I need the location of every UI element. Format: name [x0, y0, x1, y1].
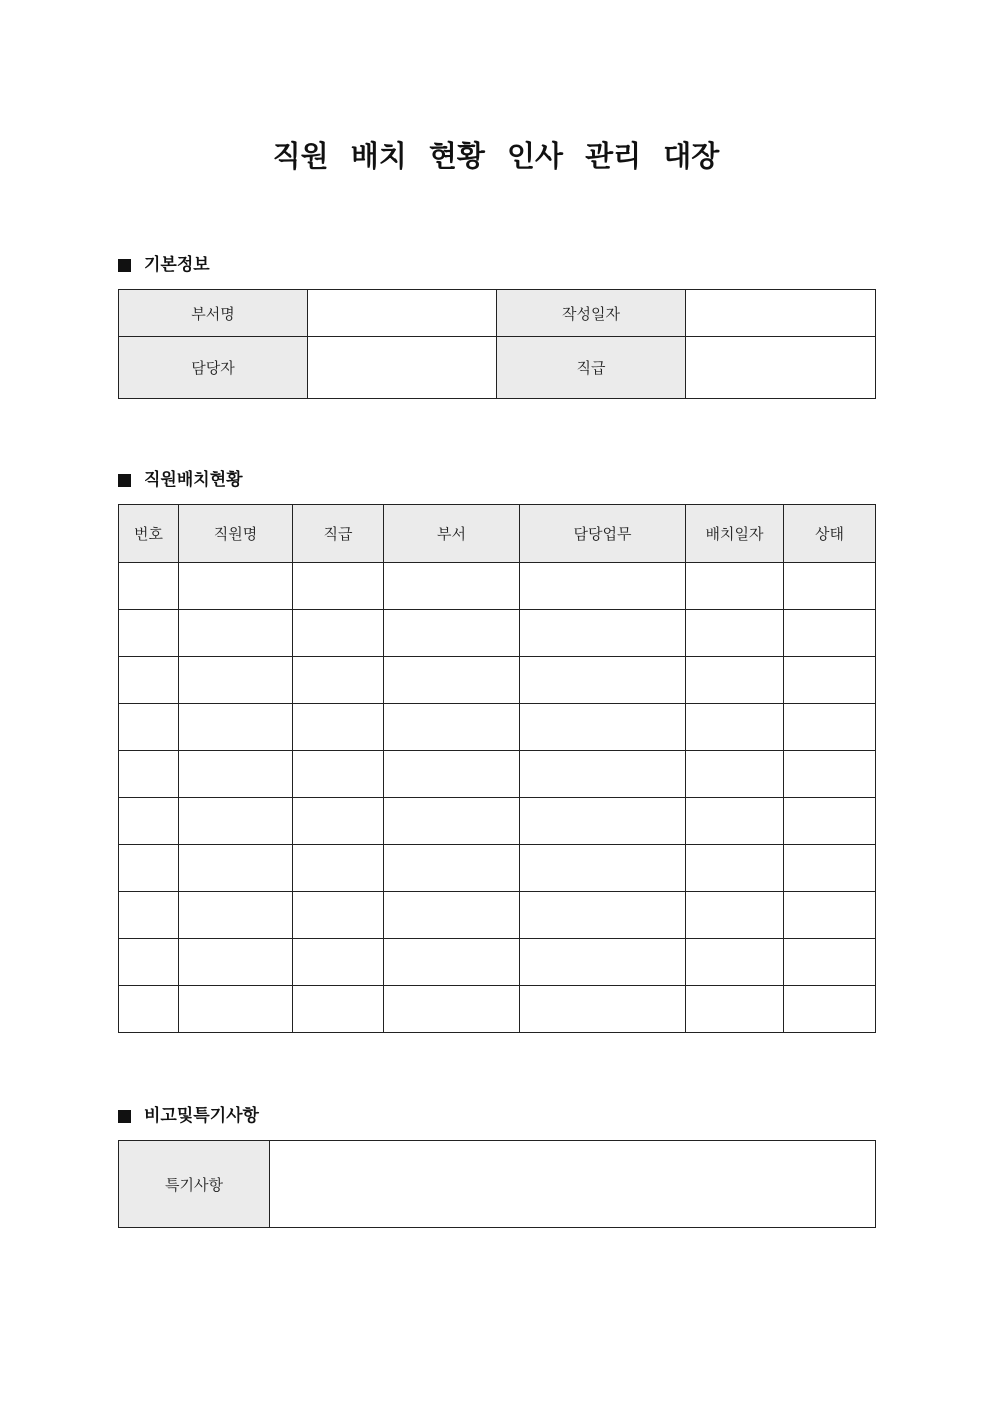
cell-department[interactable]: [384, 610, 520, 657]
cell-department[interactable]: [384, 704, 520, 751]
notes-heading-text: 비고및특기사항: [144, 1106, 259, 1126]
square-bullet-icon: [118, 1110, 131, 1123]
cell-number[interactable]: [119, 892, 179, 939]
cell-department[interactable]: [384, 845, 520, 892]
cell-placement-date[interactable]: [686, 845, 784, 892]
cell-status[interactable]: [784, 563, 876, 610]
cell-name[interactable]: [179, 845, 293, 892]
cell-status[interactable]: [784, 986, 876, 1033]
cell-name[interactable]: [179, 939, 293, 986]
column-header-status: 상태: [784, 505, 876, 563]
cell-duty[interactable]: [520, 704, 686, 751]
cell-name[interactable]: [179, 610, 293, 657]
cell-placement-date[interactable]: [686, 563, 784, 610]
basic-info-heading-text: 기본정보: [144, 255, 210, 275]
cell-name[interactable]: [179, 657, 293, 704]
cell-department[interactable]: [384, 657, 520, 704]
cell-duty[interactable]: [520, 845, 686, 892]
document-title: 직원 배치 현황 인사 관리 대장: [272, 139, 720, 173]
cell-position[interactable]: [293, 657, 384, 704]
cell-position[interactable]: [293, 939, 384, 986]
cell-department[interactable]: [384, 751, 520, 798]
cell-duty[interactable]: [520, 986, 686, 1033]
staff-table-header: [119, 505, 876, 563]
table-row: [119, 751, 876, 798]
basic-info-row: [119, 337, 876, 399]
cell-number[interactable]: [119, 704, 179, 751]
basic-info-table: [118, 289, 876, 399]
cell-name[interactable]: [179, 798, 293, 845]
special-notes-label: 특기사항: [119, 1141, 270, 1228]
department-field[interactable]: [308, 290, 497, 337]
cell-number[interactable]: [119, 610, 179, 657]
column-header-number: 번호: [119, 505, 179, 563]
cell-duty[interactable]: [520, 798, 686, 845]
cell-status[interactable]: [784, 845, 876, 892]
staff-heading: [118, 469, 243, 491]
cell-number[interactable]: [119, 751, 179, 798]
cell-placement-date[interactable]: [686, 610, 784, 657]
cell-name[interactable]: [179, 751, 293, 798]
column-header-position: 직급: [293, 505, 384, 563]
cell-placement-date[interactable]: [686, 751, 784, 798]
cell-status[interactable]: [784, 798, 876, 845]
cell-duty[interactable]: [520, 610, 686, 657]
cell-placement-date[interactable]: [686, 939, 784, 986]
cell-duty[interactable]: [520, 657, 686, 704]
cell-position[interactable]: [293, 563, 384, 610]
table-row: [119, 563, 876, 610]
cell-status[interactable]: [784, 657, 876, 704]
cell-position[interactable]: [293, 751, 384, 798]
cell-name[interactable]: [179, 563, 293, 610]
column-header-placement-date: 배치일자: [686, 505, 784, 563]
cell-name[interactable]: [179, 892, 293, 939]
cell-number[interactable]: [119, 939, 179, 986]
notes-row: [119, 1141, 876, 1228]
cell-position[interactable]: [293, 610, 384, 657]
cell-position[interactable]: [293, 798, 384, 845]
cell-status[interactable]: [784, 704, 876, 751]
cell-placement-date[interactable]: [686, 892, 784, 939]
cell-placement-date[interactable]: [686, 704, 784, 751]
cell-number[interactable]: [119, 986, 179, 1033]
staff-heading-text: 직원배치현황: [144, 470, 243, 490]
basic-info-row: [119, 290, 876, 337]
cell-position[interactable]: [293, 986, 384, 1033]
cell-name[interactable]: [179, 704, 293, 751]
cell-department[interactable]: [384, 563, 520, 610]
cell-position[interactable]: [293, 892, 384, 939]
square-bullet-icon: [118, 259, 131, 272]
table-row: [119, 657, 876, 704]
cell-status[interactable]: [784, 939, 876, 986]
cell-department[interactable]: [384, 939, 520, 986]
cell-duty[interactable]: [520, 939, 686, 986]
department-label: 부서명: [119, 290, 308, 337]
position-label: 직급: [497, 337, 686, 399]
cell-number[interactable]: [119, 845, 179, 892]
position-field[interactable]: [686, 337, 876, 399]
table-row: [119, 986, 876, 1033]
cell-name[interactable]: [179, 986, 293, 1033]
manager-field[interactable]: [308, 337, 497, 399]
cell-placement-date[interactable]: [686, 798, 784, 845]
cell-position[interactable]: [293, 845, 384, 892]
written-date-field[interactable]: [686, 290, 876, 337]
cell-number[interactable]: [119, 563, 179, 610]
column-header-name: 직원명: [179, 505, 293, 563]
table-row: [119, 798, 876, 845]
cell-department[interactable]: [384, 798, 520, 845]
table-row: [119, 845, 876, 892]
written-date-label: 작성일자: [497, 290, 686, 337]
table-row: [119, 892, 876, 939]
notes-table: [118, 1140, 876, 1228]
cell-duty[interactable]: [520, 892, 686, 939]
column-header-department: 부서: [384, 505, 520, 563]
cell-duty[interactable]: [520, 751, 686, 798]
column-header-duty: 담당업무: [520, 505, 686, 563]
table-row: [119, 704, 876, 751]
notes-heading: [118, 1105, 259, 1127]
cell-department[interactable]: [384, 892, 520, 939]
cell-placement-date[interactable]: [686, 986, 784, 1033]
cell-duty[interactable]: [520, 563, 686, 610]
cell-department[interactable]: [384, 986, 520, 1033]
square-bullet-icon: [118, 474, 131, 487]
cell-placement-date[interactable]: [686, 657, 784, 704]
table-row: [119, 939, 876, 986]
cell-number[interactable]: [119, 657, 179, 704]
cell-position[interactable]: [293, 704, 384, 751]
cell-status[interactable]: [784, 892, 876, 939]
manager-label: 담당자: [119, 337, 308, 399]
basic-info-heading: [118, 254, 210, 276]
cell-status[interactable]: [784, 751, 876, 798]
cell-status[interactable]: [784, 610, 876, 657]
special-notes-field[interactable]: [270, 1141, 876, 1228]
staff-placement-table: [118, 504, 876, 1033]
table-row: [119, 610, 876, 657]
cell-number[interactable]: [119, 798, 179, 845]
